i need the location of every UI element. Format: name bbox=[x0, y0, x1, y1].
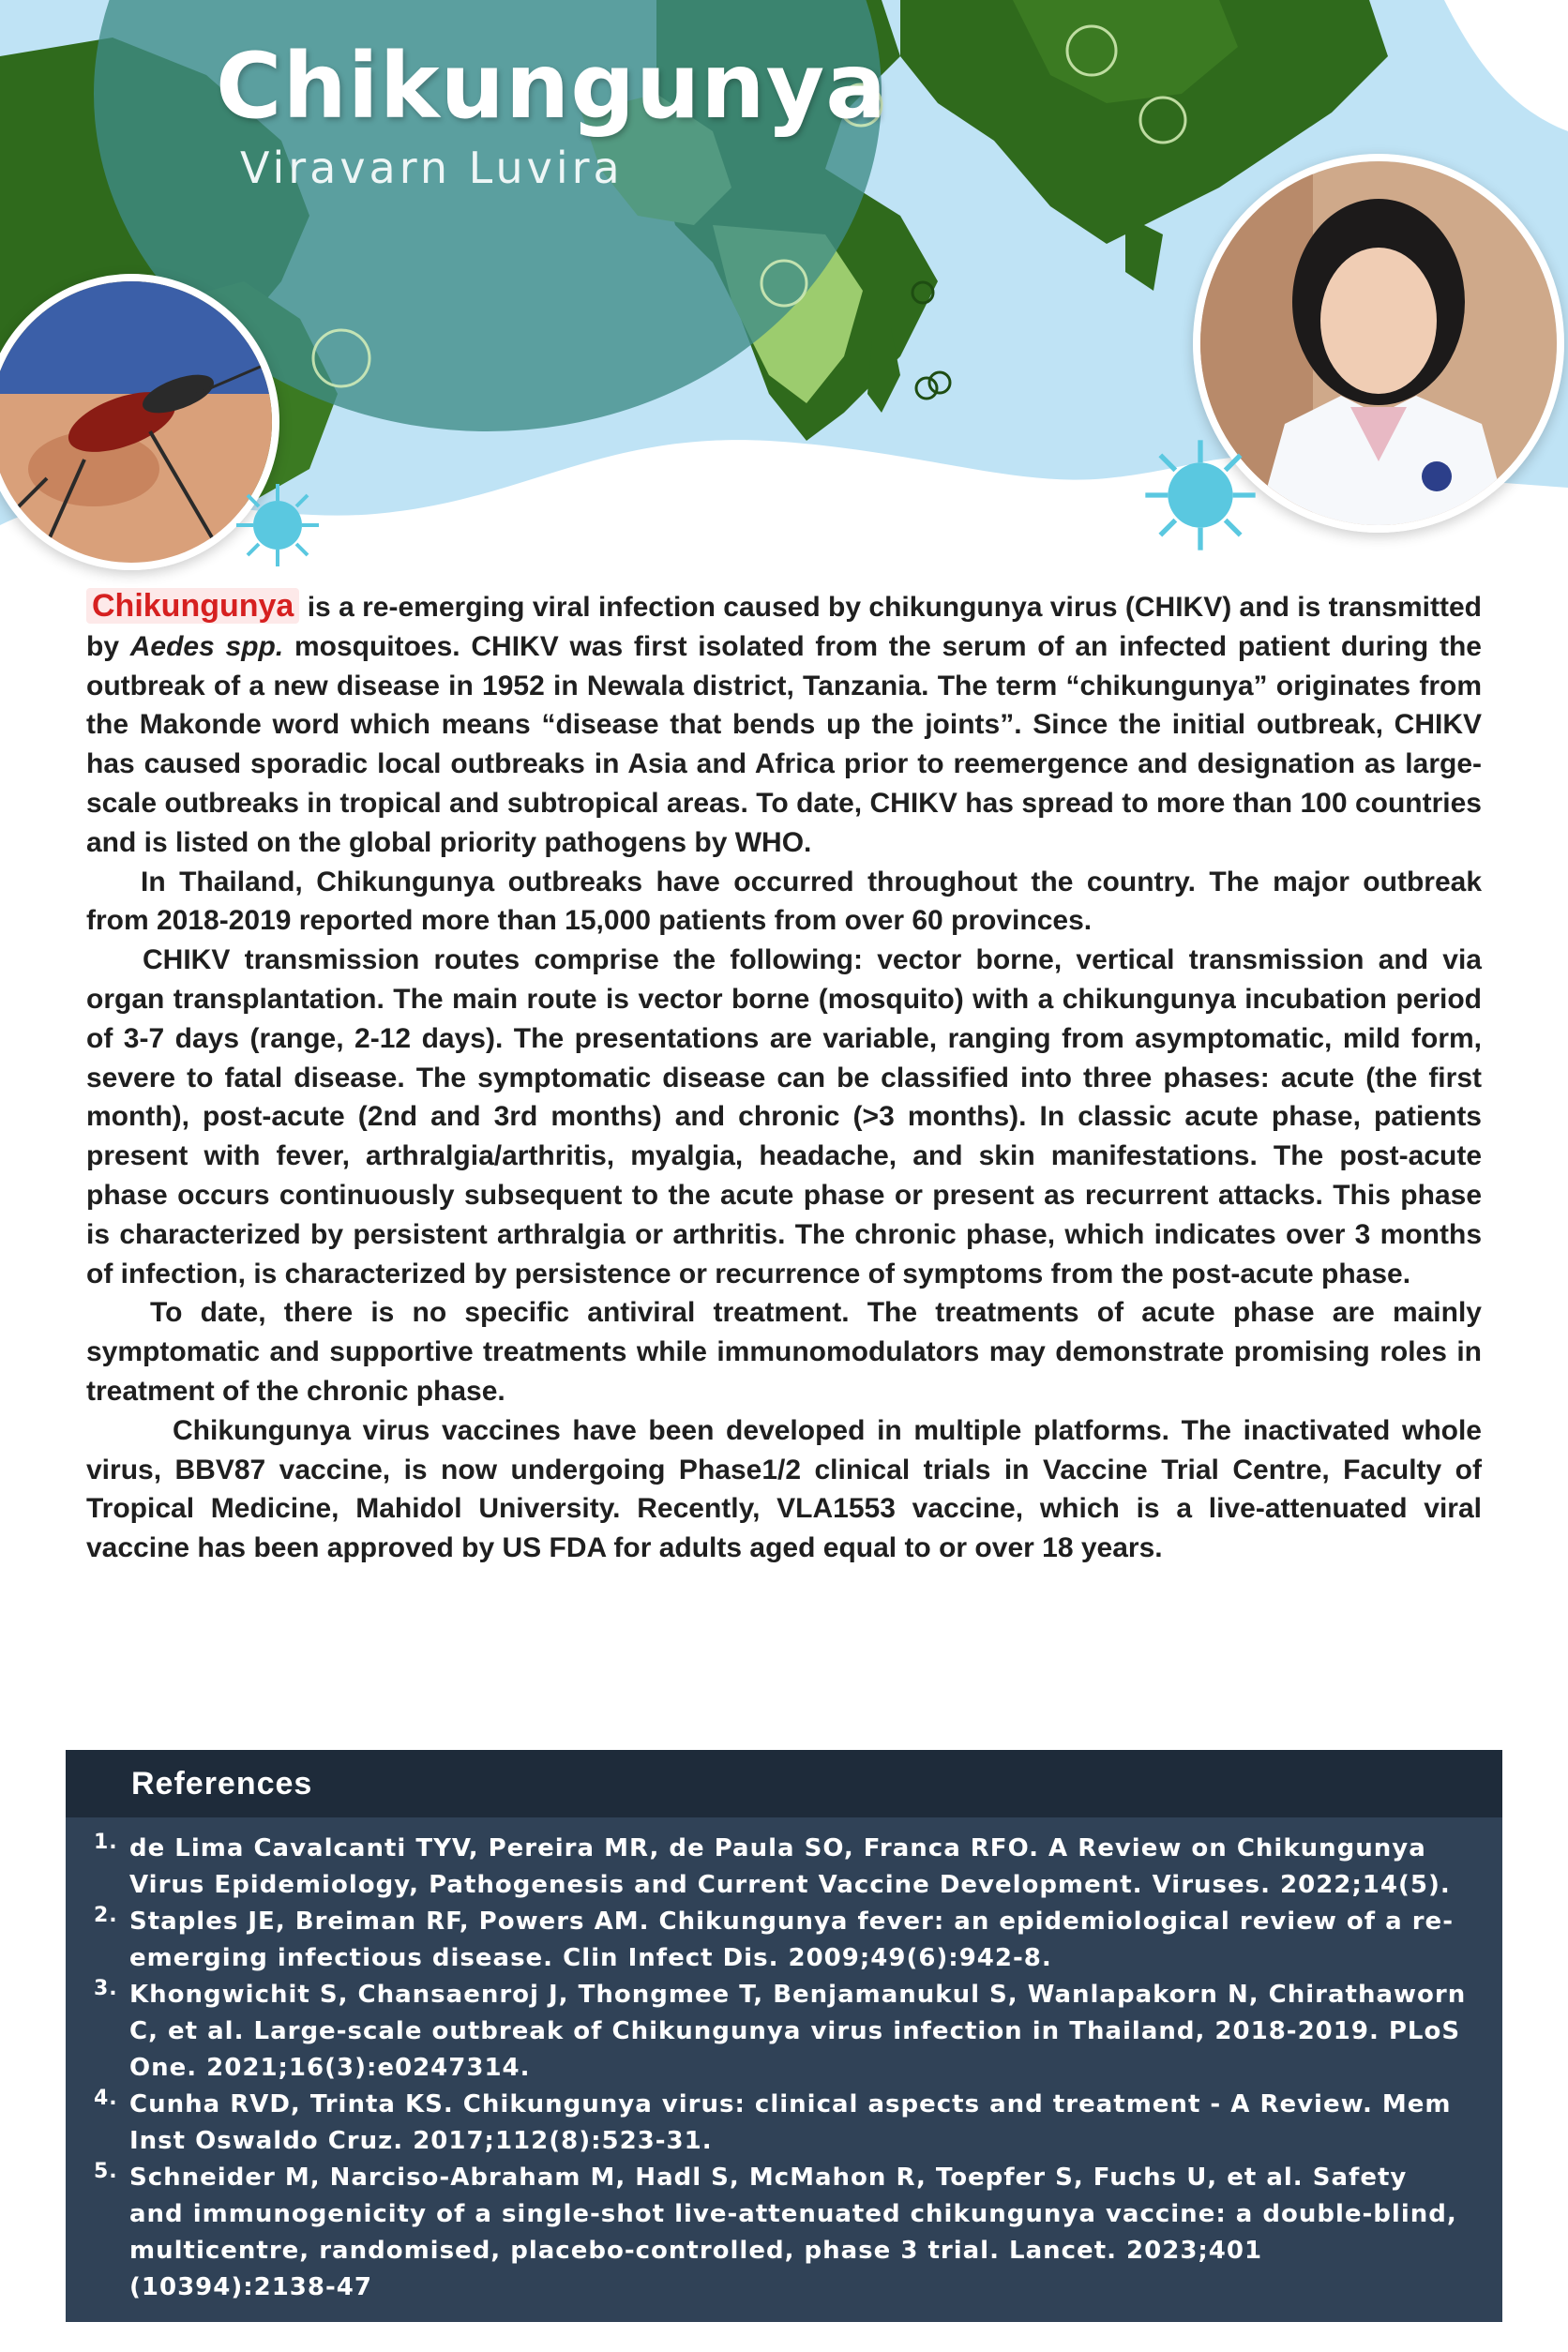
paragraph-treatment: To date, there is no specific antiviral treatment. The treatments of acute phase are mainly symptomatic and supportive treatments while immunomodulators may demonstrate promising roles in treatment of the chronic phase. bbox=[86, 1297, 1482, 1407]
virus-icon bbox=[233, 480, 323, 570]
reference-text: Schneider M, Narciso-Abraham M, Hadl S, McMahon R, Toepfer S, Fuchs U, et al. Safety and immunogenicity of a single-shot live-attenuated chikungunya vaccine: a double-blind, multicentre, randomised, placebo-controlled, phase 3 trial. Lancet. 2023;401 (10394):2138-47 bbox=[129, 2164, 1457, 2301]
references-panel bbox=[66, 1750, 1502, 2322]
paragraph-thailand: In Thailand, Chikungunya outbreaks have occurred throughout the country. The major outbreak from 2018-2019 reported more than 15,000 patients from over 60 provinces. bbox=[86, 866, 1482, 937]
reference-item bbox=[94, 2160, 1469, 2306]
reference-text: Cunha RVD, Trinta KS. Chikungunya virus: clinical aspects and treatment - A Review. Mem Inst Oswaldo Cruz. 2017;112(8):523-31. bbox=[129, 2090, 1452, 2155]
highlighted-term: Chikungunya bbox=[86, 588, 299, 624]
italic-species: Aedes spp. bbox=[129, 630, 284, 662]
paragraph-intro bbox=[86, 587, 1482, 863]
reference-number: 2. bbox=[94, 1904, 118, 1927]
paragraph-transmission: CHIKV transmission routes comprise the following: vector borne, vertical transmission and via organ transplantation. The main route is vector borne (mosquito) with a chikungunya incubation period of 3-7 days (range, 2-12 days). The presentations are variable, ranging from asymptomatic, mild form, severe to fatal disease. The symptomatic disease can be classified into three phases: acute (the first month), post-acute (2nd and 3rd months) and chronic (>3 months). In classic acute phase, patients present with fever, arthralgia/arthritis, myalgia, headache, and skin manifestations. The post-acute phase occurs continuously subsequent to the acute phase or present as recurrent attacks. This phase is characterized by persistent arthralgia or arthritis. The chronic phase, which indicates over 3 months of infection, is characterized by persistence or recurrence of symptoms from the post-acute phase. bbox=[86, 944, 1482, 1289]
reference-text: de Lima Cavalcanti TYV, Pereira MR, de Paula SO, Franca RFO. A Review on Chikungunya Virus Epidemiology, Pathogenesis and Current Vaccine Development. Viruses. 2022;14(5). bbox=[129, 1834, 1451, 1899]
references-list bbox=[66, 1817, 1502, 2306]
reference-number: 4. bbox=[94, 2087, 118, 2110]
reference-number: 3. bbox=[94, 1977, 118, 2000]
virus-icon bbox=[1140, 435, 1260, 555]
reference-item bbox=[94, 2087, 1469, 2160]
references-header bbox=[66, 1750, 1502, 1817]
references-title: References bbox=[131, 1765, 313, 1802]
article-body bbox=[86, 587, 1482, 1568]
paragraph-intro-b: mosquitoes. CHIKV was first isolated from the serum of an infected patient during the outbreak of a new disease in 1952 in Newala district, Tanzania. The term “chikungunya” originates from the Makonde word which means “disease that bends up the joints”. Since the initial outbreak, CHIKV has caused sporadic local outbreaks in Asia and Africa prior to reemergence and designation as large- scale outbreaks in tropical and subtropical areas. To date, CHIKV has spread to more than 100 countries and is listed on the global priority pathogens by WHO. bbox=[86, 630, 1482, 858]
author-name: Viravarn Luvira bbox=[240, 143, 624, 193]
reference-number: 1. bbox=[94, 1831, 118, 1854]
reference-item bbox=[94, 1977, 1469, 2087]
page-title: Chikungunya bbox=[216, 34, 887, 139]
reference-text: Khongwichit S, Chansaenroj J, Thongmee T, Benjamanukul S, Wanlapakorn N, Chirathaworn C, et al. Large-scale outbreak of Chikungunya virus infection in Thailand, 2018-2019. PLoS One. 2021;16(3):e0247314. bbox=[129, 1981, 1467, 2082]
reference-text: Staples JE, Breiman RF, Powers AM. Chikungunya fever: an epidemiological review of a re-emerging infectious disease. Clin Infect Dis. 2009;49(6):942-8. bbox=[129, 1907, 1454, 1972]
paragraph-intro-a: is a re-emerging viral infection caused by chikungunya virus (CHIKV) and is transmitted by bbox=[86, 592, 1482, 662]
reference-number: 5. bbox=[94, 2160, 118, 2183]
reference-item bbox=[94, 1831, 1469, 1904]
paragraph-vaccines: Chikungunya virus vaccines have been developed in multiple platforms. The inactivated whole virus, BBV87 vaccine, is now undergoing Phase1/2 clinical trials in Vaccine Trial Centre, Faculty of Tropical Medicine, Mahidol University. Recently, VLA1553 vaccine, which is a live-attenuated viral vaccine has been approved by US FDA for adults aged equal to or over 18 years. bbox=[86, 1414, 1482, 1564]
reference-item bbox=[94, 1904, 1469, 1977]
